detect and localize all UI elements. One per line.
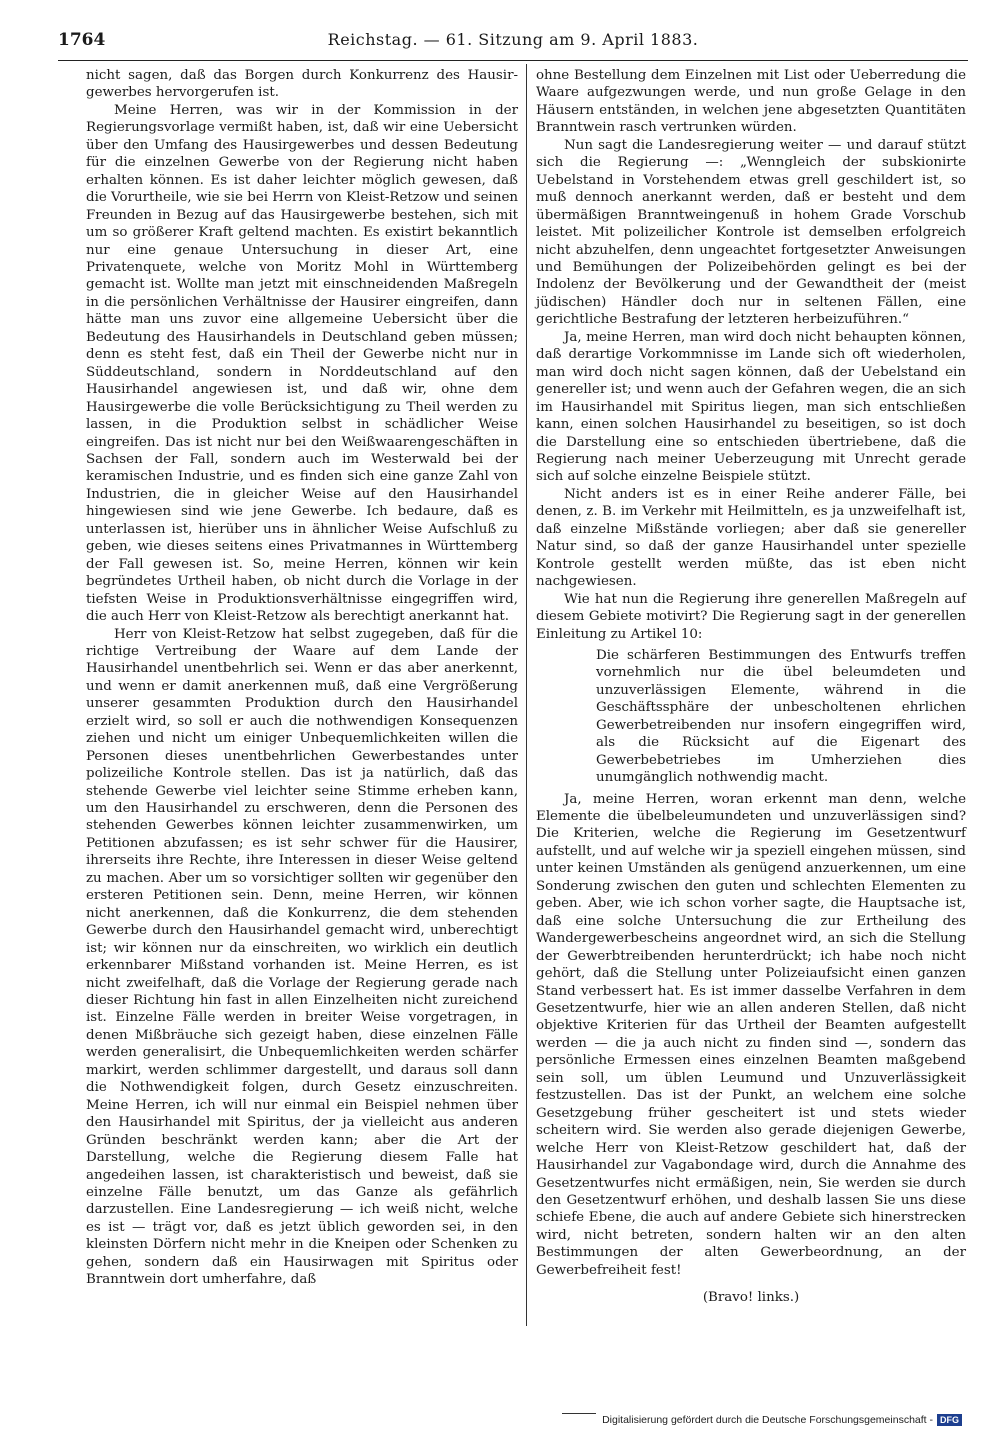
paragraph: Ja, meine Herren, woran erkennt man denn, welche Elemente die übelbeleumundeten und unzuverlässigen sind? Die Kriterien, welche die Regierung im Gesetzentwurf aufstellt, und auf welche wir ja speziell eingehen müssen, sind unter keinen Umständen als genügend anzuerkennen, um eine Sonderung zwischen den guten und schlechten Elementen zu geben. Aber, wie ich schon vorher sagte, die Hauptsache ist, daß eine solche Untersuchung die zur Ertheilung des Wandergewerbescheins angeordnet wird, an sich die Stellung der Gewerbtreibenden herunterdrückt; ich habe noch nicht gehört, daß die Stellung unter Polizeiaufsicht einen ganzen Stand verbessert hat. Es ist immer dasselbe Verfahren in dem Gesetzentwurfe, hier wie an allen anderen Stellen, daß nicht objektive Kriterien für das Urtheil der Beamten aufgestellt werden — die ja auch nicht zu finden sind —, sondern das persönliche Ermessen eines einzelnen Beamten maßgebend sein soll, um üblen Leumund und Unzuverlässigkeit festzustellen. Das ist der Punkt, an welchem eine solche Gesetzgebung früher gescheitert ist und stets wieder scheitern wird. Sie werden also gerade diejenigen Gewerbe, welche Herr von Kleist-Retzow geschildert hat, daß der Hausirhandel zur Vagabondage wird, durch die Annahme des Gesetzentwurfes nicht ermäßigen, nein, Sie werden sie durch den Gesetzentwurf erhöhen, und deshalb lassen Sie uns diese schiefe Ebene, die auch auf andere Gebiete sich hinerstrecken wird, nicht betreten, sondern halten wir an den alten Bestimmungen der alten Gewerbeordnung, an der Gewerbefreiheit fest! xyxy=(536,791,966,1278)
column-separator xyxy=(526,64,527,1326)
credit-text: Digitalisierung gefördert durch die Deutsche Forschungsgemeinschaft - xyxy=(602,1414,933,1426)
paragraph: Herr von Kleist-Retzow hat selbst zugegeben, daß für die richtige Vertreibung der Waare auf dem Lande der Hausirhandel unentbehrlich sei. Wenn er das aber anerkennt, und wenn er damit anerkennen muß, daß eine Vergrößerung unserer gesammten Produktion durch den Hausirhandel erzielt wird, so soll er auch die nothwendigen Konsequenzen ziehen und nicht um einiger Unbequemlichkeiten willen die Personen dieses unentbehrlichen Gewerbestandes unter polizeiliche Kontrole stellen. Das ist ja natürlich, daß das stehende Gewerbe viel leichter seine Stimme erheben kann, um den Hausirhandel zu erschweren, denn die Personen des stehenden Gewerbes können leichter zusammenwirken, um Petitionen abzufassen; es ist sehr schwer für die Hausirer, ihrerseits ihre Rechte, ihre Interessen in dieser Weise geltend zu machen. Aber um so vorsichtiger sollten wir gegenüber den ersteren Petitionen sein. Denn, meine Herren, wir können nicht anerkennen, daß die Konkurrenz, die dem stehenden Gewerbe durch den Hausirhandel gemacht wird, unberechtigt ist; wir können nur da einschreiten, wo wirklich ein deutlich erkennbarer Mißstand vorhanden ist. Meine Herren, es ist nicht zweifelhaft, daß die Vorlage der Regierung gerade nach dieser Richtung hin fast in allen Einzelheiten nicht zureichend ist. Einzelne Fälle werden in breiter Weise vorgetragen, in denen Mißbräuche sich gezeigt haben, diese einzelnen Fälle werden generalisirt, die Unbequemlichkeiten werden schärfer markirt, werden schlimmer dargestellt, und daraus soll dann die Nothwendigkeit folgen, durch Gesetz einzuschreiten. Meine Herren, ich will nur einmal ein Beispiel nehmen über den Hausirhandel mit Spiritus, der ja vielleicht aus anderen Gründen beschränkt werden kann; aber die Art der Darstellung, welche die Regierung diesem Falle hat angedeihen lassen, ist charakteristisch und beweist, daß sie einzelne Fälle benutzt, um das Ganze als gefährlich darzustellen. Eine Landesregierung — ich weiß nicht, welche es ist — trägt vor, daß es jetzt üblich geworden sei, in den kleinsten Dörfern nicht mehr in die Kneipen oder Schenken zu gehen, sondern daß ein Hausirwagen mit Spiritus oder Branntwein dort umherfahre, daß xyxy=(86,626,518,1288)
block-quote: Die schärferen Bestimmungen des Entwurfs treffen vornehmlich nur die übel beleumdeten und unzuverlässigen Elemente, während in die Geschäftssphäre der unbescholtenen ehrlichen Gewerbetreibenden nur insofern eingegriffen wird, als die Rücksicht auf die Eigenart des Gewerbebetriebes im Umherziehen dies unumgänglich nothwendig macht. xyxy=(596,647,966,786)
paragraph: nicht sagen, daß das Borgen durch Konkurrenz des Hausir-gewerbes hervorgerufen ist. xyxy=(86,68,518,101)
right-column xyxy=(536,67,966,1307)
paragraph: Nicht anders ist es in einer Reihe anderer Fälle, bei denen, z. B. im Verkehr mit Heilmitteln, es ja unzweifelhaft ist, daß einzelne Mißstände vorliegen; aber daß sie genereller Natur sind, so daß der ganze Hausirhandel unter spezielle Kontrole gestellt werden müßte, das ist eben nicht nachgewiesen. xyxy=(536,486,966,590)
paragraph: Meine Herren, was wir in der Kommission in der Regierungsvorlage vermißt haben, ist, daß wir eine Uebersicht über den Umfang des Hausirgewerbes und dessen Bedeutung für die einzelnen Gewerbe von der Regierung nicht haben erhalten können. Es ist daher leichter möglich gewesen, daß die Vorurtheile, wie sie bei Herrn von Kleist-Retzow und seinen Freunden in Bezug auf das Hausirgewerbe bestehen, sich mit um so größerer Kraft geltend machten. Es existirt bekanntlich nur eine genaue Untersuchung in dieser Art, eine Privatenquete, welche von Moritz Mohl in Württemberg gemacht ist. Wollte man jetzt mit einschneidenden Maßregeln in die persönlichen Verhältnisse der Hausirer eingreifen, dann hätte man uns zuvor eine allgemeine Uebersicht über die Bedeutung des Hausirhandels in Deutschland geben müssen; denn es steht fest, daß ein Theil der Gewerbe nicht nur in Süddeutschland, sondern in Norddeutschland auf den Hausirhandel angewiesen ist, und daß wir, ohne dem Hausirgewerbe die volle Berücksichtigung zu Theil werden zu lassen, in die Produktion selbst in schädlicher Weise eingreifen. Das ist nicht nur bei den Weißwaarengeschäften in Sachsen der Fall, sondern auch im Westerwald bei der keramischen Industrie, und es finden sich eine ganze Zahl von Industrien, die in gleicher Weise auf den Hausirhandel hingewiesen sind wie jene Gewerbe. Ich bedaure, daß es unterlassen ist, hierüber uns in ähnlicher Weise Aufschluß zu geben, wie dieses seitens eines Privatmannes in Württemberg der Fall gewesen ist. So, meine Herren, können wir kein begründetes Urtheil haben, ob nicht durch die Vorlage in der tiefsten Weise in Produktionsverhältnisse eingegriffen wird, die auch Herr von Kleist-Retzow als berechtigt anerkannt hat. xyxy=(86,102,518,625)
header-rule xyxy=(58,60,968,61)
footer-credit xyxy=(602,1414,962,1426)
applause-note: (Bravo! links.) xyxy=(702,1290,800,1306)
paragraph: Nun sagt die Landesregierung weiter — und darauf stützt sich die Regierung —: „Wenngleich der subskionirte Uebelstand in Vorstehendem etwas grell geschildert ist, so muß dennoch anerkannt werden, daß er besteht und dem übermäßigen Branntweingenuß in hohem Grade Vorschub leistet. Mit polizeilicher Kontrole ist demselben erfolgreich nicht abzuhelfen, denn ungeachtet fortgesetzter Anweisungen und Bemühungen der Polizeibehörden gelingt es bei der Indolenz der Bevölkerung und der Gewandtheit der (meist jüdischen) Händler doch nur in seltenen Fällen, eine gerichtliche Bestrafung der letzteren herbeizuführen.“ xyxy=(536,137,966,328)
paragraph: Ja, meine Herren, man wird doch nicht behaupten können, daß derartige Vorkommnisse im Lande sich oft wiederholen, man wird doch nicht sagen können, daß der Uebelstand ein genereller ist; und wenn auch der Gefahren wegen, die an sich im Hausirhandel mit Spiritus liegen, man sich entschließen kann, einen solchen Hausirhandel zu beseitigen, so ist doch die Darstellung eine so entschieden übertriebene, daß die Regierung nach meiner Ueberzeugung mit Unrecht gerade sich auf solche einzelne Beispiele stützt. xyxy=(536,329,966,485)
dfg-logo: DFG xyxy=(937,1414,962,1426)
footer-rule xyxy=(562,1413,596,1414)
page-number: 1764 xyxy=(58,30,106,50)
paragraph: Wie hat nun die Regierung ihre generellen Maßregeln auf diesem Gebiete motivirt? Die Regierung sagt in der generellen Einleitung zu Artikel 10: xyxy=(536,591,966,642)
paragraph: ohne Bestellung dem Einzelnen mit List oder Ueberredung die Waare aufgezwungen werde, und nun große Gelage in den Häusern entständen, in welchen jene abgesetzten Quantitäten Branntwein rasch vertrunken würden. xyxy=(536,68,966,136)
running-title: Reichstag. — 61. Sitzung am 9. April 1883. xyxy=(327,30,699,49)
left-column xyxy=(86,67,518,1289)
page-header xyxy=(58,30,968,56)
